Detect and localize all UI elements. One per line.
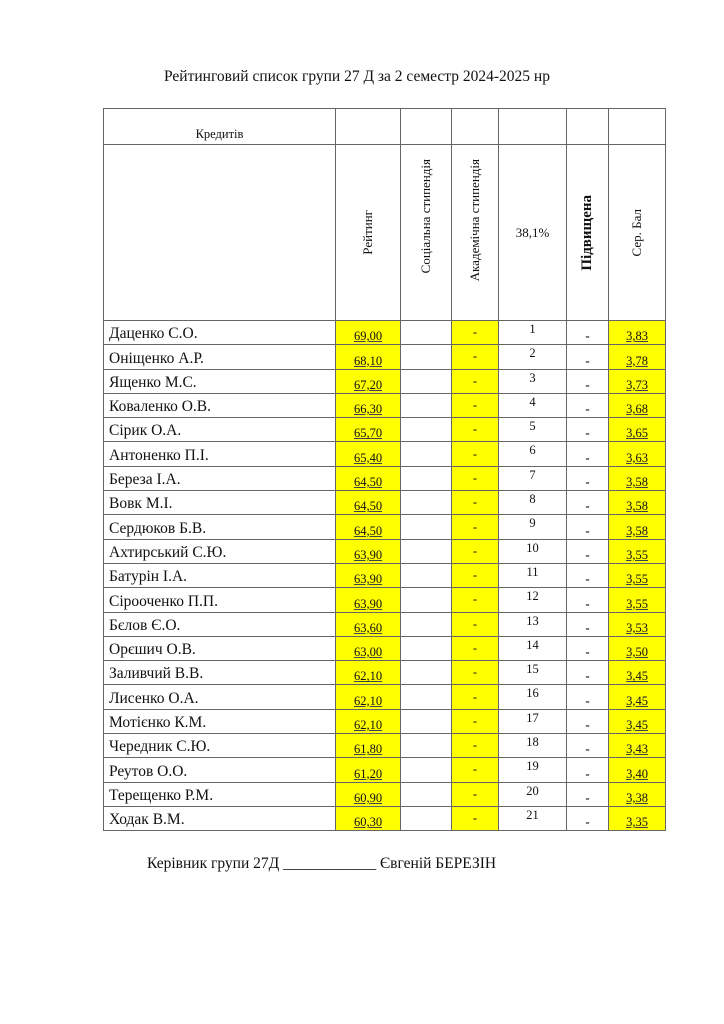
average-score: 3,65 <box>609 418 666 442</box>
header-name-cell <box>104 145 336 321</box>
student-name: Заливчий В.В. <box>104 661 336 685</box>
average-score: 3,63 <box>609 442 666 466</box>
academic-stipend-cell: - <box>452 563 499 587</box>
rating-value: 60,30 <box>336 806 401 830</box>
social-stipend-cell <box>401 588 452 612</box>
table-row <box>104 418 666 442</box>
academic-stipend-cell: - <box>452 393 499 417</box>
increased-stipend-cell: - <box>567 782 609 806</box>
header-academic <box>452 145 499 321</box>
academic-stipend-cell: - <box>452 442 499 466</box>
place-number: 18 <box>499 734 567 758</box>
rating-value: 68,10 <box>336 345 401 369</box>
social-stipend-cell <box>401 345 452 369</box>
rating-value: 65,70 <box>336 418 401 442</box>
header-increased <box>567 145 609 321</box>
social-stipend-cell <box>401 782 452 806</box>
place-number: 13 <box>499 612 567 636</box>
increased-stipend-cell: - <box>567 393 609 417</box>
table-row <box>104 491 666 515</box>
rating-value: 61,20 <box>336 758 401 782</box>
average-score: 3,38 <box>609 782 666 806</box>
rating-value: 64,50 <box>336 515 401 539</box>
rating-value: 61,80 <box>336 734 401 758</box>
header-avg-text: Сер. Бал <box>629 208 644 257</box>
place-number: 16 <box>499 685 567 709</box>
average-score: 3,35 <box>609 806 666 830</box>
place-number: 17 <box>499 709 567 733</box>
rating-value: 63,60 <box>336 612 401 636</box>
social-stipend-cell <box>401 563 452 587</box>
social-stipend-cell <box>401 393 452 417</box>
table-row <box>104 515 666 539</box>
table-row <box>104 661 666 685</box>
header-credits: Кредитів <box>104 109 336 145</box>
average-score: 3,55 <box>609 563 666 587</box>
academic-stipend-cell: - <box>452 345 499 369</box>
student-name: Ященко М.С. <box>104 369 336 393</box>
rating-value: 63,90 <box>336 539 401 563</box>
place-number: 9 <box>499 515 567 539</box>
student-name: Даценко С.О. <box>104 321 336 345</box>
increased-stipend-cell: - <box>567 539 609 563</box>
student-name: Ахтирський С.Ю. <box>104 539 336 563</box>
average-score: 3,40 <box>609 758 666 782</box>
place-number: 12 <box>499 588 567 612</box>
academic-stipend-cell: - <box>452 588 499 612</box>
rating-value: 62,10 <box>336 661 401 685</box>
table-row <box>104 563 666 587</box>
increased-stipend-cell: - <box>567 418 609 442</box>
rating-value: 65,40 <box>336 442 401 466</box>
place-number: 21 <box>499 806 567 830</box>
header-social <box>401 145 452 321</box>
average-score: 3,43 <box>609 734 666 758</box>
academic-stipend-cell: - <box>452 515 499 539</box>
social-stipend-cell <box>401 685 452 709</box>
academic-stipend-cell: - <box>452 321 499 345</box>
student-name: Чередник С.Ю. <box>104 734 336 758</box>
table-row <box>104 758 666 782</box>
average-score: 3,83 <box>609 321 666 345</box>
academic-stipend-cell: - <box>452 466 499 490</box>
place-number: 8 <box>499 491 567 515</box>
place-number: 6 <box>499 442 567 466</box>
increased-stipend-cell: - <box>567 321 609 345</box>
social-stipend-cell <box>401 369 452 393</box>
increased-stipend-cell: - <box>567 734 609 758</box>
table-row <box>104 734 666 758</box>
document-title <box>0 68 724 86</box>
increased-stipend-cell: - <box>567 563 609 587</box>
academic-stipend-cell: - <box>452 709 499 733</box>
average-score: 3,50 <box>609 636 666 660</box>
increased-stipend-cell: - <box>567 612 609 636</box>
increased-stipend-cell: - <box>567 685 609 709</box>
increased-stipend-cell: - <box>567 661 609 685</box>
rating-value: 67,20 <box>336 369 401 393</box>
increased-stipend-cell: - <box>567 758 609 782</box>
rating-value: 63,00 <box>336 636 401 660</box>
header-empty-cell <box>567 109 609 145</box>
rating-value: 63,90 <box>336 563 401 587</box>
place-number: 2 <box>499 345 567 369</box>
header-row-top <box>104 109 666 145</box>
header-avg <box>609 145 666 321</box>
place-number: 15 <box>499 661 567 685</box>
social-stipend-cell <box>401 806 452 830</box>
place-number: 5 <box>499 418 567 442</box>
table-row <box>104 588 666 612</box>
social-stipend-cell <box>401 612 452 636</box>
table-row <box>104 782 666 806</box>
social-stipend-cell <box>401 321 452 345</box>
social-stipend-cell <box>401 515 452 539</box>
rating-value: 60,90 <box>336 782 401 806</box>
place-number: 20 <box>499 782 567 806</box>
header-row-columns <box>104 145 666 321</box>
student-name: Терещенко Р.М. <box>104 782 336 806</box>
increased-stipend-cell: - <box>567 466 609 490</box>
rating-value: 69,00 <box>336 321 401 345</box>
social-stipend-cell <box>401 466 452 490</box>
academic-stipend-cell: - <box>452 612 499 636</box>
academic-stipend-cell: - <box>452 636 499 660</box>
increased-stipend-cell: - <box>567 515 609 539</box>
header-empty-cell <box>452 109 499 145</box>
table-row <box>104 466 666 490</box>
student-name: Оніщенко А.Р. <box>104 345 336 369</box>
place-number: 4 <box>499 393 567 417</box>
student-name: Лисенко О.А. <box>104 685 336 709</box>
place-number: 11 <box>499 563 567 587</box>
table-row <box>104 685 666 709</box>
social-stipend-cell <box>401 636 452 660</box>
header-empty-cell <box>609 109 666 145</box>
social-stipend-cell <box>401 442 452 466</box>
average-score: 3,58 <box>609 491 666 515</box>
social-stipend-cell <box>401 491 452 515</box>
rating-table <box>103 108 666 831</box>
student-name: Мотієнко К.М. <box>104 709 336 733</box>
increased-stipend-cell: - <box>567 345 609 369</box>
place-number: 19 <box>499 758 567 782</box>
student-name: Орєшич О.В. <box>104 636 336 660</box>
student-name: Антоненко П.І. <box>104 442 336 466</box>
increased-stipend-cell: - <box>567 806 609 830</box>
academic-stipend-cell: - <box>452 685 499 709</box>
social-stipend-cell <box>401 758 452 782</box>
average-score: 3,45 <box>609 685 666 709</box>
rating-value: 62,10 <box>336 709 401 733</box>
table-row <box>104 345 666 369</box>
average-score: 3,58 <box>609 515 666 539</box>
header-increased-text: Підвищена <box>579 194 595 271</box>
student-name: Сердюков Б.В. <box>104 515 336 539</box>
increased-stipend-cell: - <box>567 636 609 660</box>
academic-stipend-cell: - <box>452 418 499 442</box>
student-name: Вовк М.І. <box>104 491 336 515</box>
header-percent: 38,1% <box>499 145 567 321</box>
header-academic-text: Академічна стипендія <box>467 159 482 282</box>
header-rating-text: Рейтинг <box>360 210 375 255</box>
rating-value: 64,50 <box>336 466 401 490</box>
student-name: Береза І.А. <box>104 466 336 490</box>
social-stipend-cell <box>401 539 452 563</box>
increased-stipend-cell: - <box>567 369 609 393</box>
average-score: 3,55 <box>609 588 666 612</box>
place-number: 1 <box>499 321 567 345</box>
social-stipend-cell <box>401 709 452 733</box>
table-row <box>104 709 666 733</box>
header-social-text: Соціальна стипендія <box>418 159 433 274</box>
average-score: 3,58 <box>609 466 666 490</box>
student-name: Сірооченко П.П. <box>104 588 336 612</box>
academic-stipend-cell: - <box>452 661 499 685</box>
average-score: 3,78 <box>609 345 666 369</box>
place-number: 14 <box>499 636 567 660</box>
header-rating <box>336 145 401 321</box>
place-number: 7 <box>499 466 567 490</box>
average-score: 3,68 <box>609 393 666 417</box>
student-name: Бєлов Є.О. <box>104 612 336 636</box>
academic-stipend-cell: - <box>452 539 499 563</box>
rating-value: 64,50 <box>336 491 401 515</box>
student-name: Реутов О.О. <box>104 758 336 782</box>
average-score: 3,45 <box>609 661 666 685</box>
rating-value: 62,10 <box>336 685 401 709</box>
table-row <box>104 612 666 636</box>
table-row <box>104 539 666 563</box>
table-row <box>104 636 666 660</box>
document-title-text: Рейтинговий список групи 27 Д за 2 семестр 2024-2025 нр <box>164 68 550 85</box>
academic-stipend-cell: - <box>452 491 499 515</box>
average-score: 3,45 <box>609 709 666 733</box>
student-name: Сірик О.А. <box>104 418 336 442</box>
academic-stipend-cell: - <box>452 734 499 758</box>
academic-stipend-cell: - <box>452 758 499 782</box>
header-empty-cell <box>499 109 567 145</box>
header-empty-cell <box>336 109 401 145</box>
student-name: Батурін І.А. <box>104 563 336 587</box>
average-score: 3,55 <box>609 539 666 563</box>
increased-stipend-cell: - <box>567 709 609 733</box>
social-stipend-cell <box>401 661 452 685</box>
place-number: 10 <box>499 539 567 563</box>
table-row <box>104 442 666 466</box>
table-row <box>104 369 666 393</box>
place-number: 3 <box>499 369 567 393</box>
signature-line: Керівник групи 27Д ____________ Євгеній БЕРЕЗІН <box>147 855 497 872</box>
increased-stipend-cell: - <box>567 442 609 466</box>
increased-stipend-cell: - <box>567 491 609 515</box>
social-stipend-cell <box>401 734 452 758</box>
academic-stipend-cell: - <box>452 806 499 830</box>
rating-value: 63,90 <box>336 588 401 612</box>
student-name: Ходак В.М. <box>104 806 336 830</box>
table-row <box>104 806 666 830</box>
academic-stipend-cell: - <box>452 782 499 806</box>
rating-value: 66,30 <box>336 393 401 417</box>
average-score: 3,53 <box>609 612 666 636</box>
table-row <box>104 393 666 417</box>
header-empty-cell <box>401 109 452 145</box>
table-row <box>104 321 666 345</box>
increased-stipend-cell: - <box>567 588 609 612</box>
academic-stipend-cell: - <box>452 369 499 393</box>
social-stipend-cell <box>401 418 452 442</box>
average-score: 3,73 <box>609 369 666 393</box>
student-name: Коваленко О.В. <box>104 393 336 417</box>
